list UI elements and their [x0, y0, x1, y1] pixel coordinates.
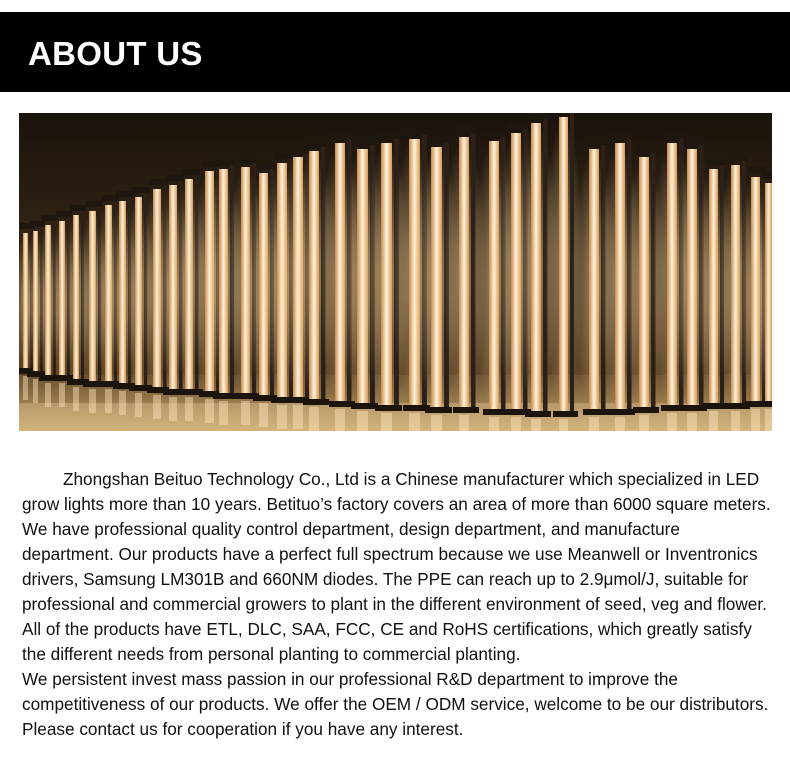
floor-reflection — [687, 413, 697, 431]
led-light-bar — [459, 137, 469, 407]
floor-reflection — [277, 405, 287, 429]
fixture-base — [303, 399, 329, 405]
fixture-cap — [486, 131, 506, 137]
floor-reflection — [309, 407, 319, 431]
floor-reflection — [59, 383, 65, 407]
fixture-cap — [290, 147, 310, 153]
fixture-cap — [116, 191, 133, 197]
floor-reflection — [185, 397, 193, 421]
fixture-cap — [42, 215, 58, 221]
fixture-cap — [238, 157, 257, 163]
floor-reflection — [667, 413, 677, 431]
fixture-cap — [378, 133, 399, 139]
fixture-cap — [586, 139, 606, 145]
floor-reflection — [23, 376, 28, 400]
grow-lights-image — [19, 113, 772, 431]
about-content — [22, 467, 774, 742]
fixture-cap — [132, 187, 149, 193]
fixture-base — [213, 393, 238, 399]
fixture-cap — [216, 159, 235, 165]
floor-reflection — [751, 409, 760, 431]
floor-reflection — [33, 379, 38, 403]
fixture-cap — [256, 163, 275, 169]
floor-reflection — [409, 413, 420, 431]
fixture-cap — [274, 153, 294, 159]
fixture-cap — [70, 205, 86, 211]
fixture-base — [453, 407, 479, 413]
fixture-base — [759, 401, 772, 407]
floor-reflection — [335, 409, 345, 431]
fixture-base — [351, 403, 378, 409]
led-light-bar — [431, 147, 442, 407]
floor-reflection — [135, 393, 142, 417]
floor-reflection — [153, 395, 161, 419]
fixture-cap — [762, 173, 772, 179]
fixture-cap — [684, 139, 704, 145]
floor-reflection — [489, 417, 499, 431]
fixture-base — [583, 409, 609, 415]
fixture-cap — [664, 133, 684, 139]
floor-reflection — [169, 397, 177, 421]
fixture-cap — [166, 175, 184, 181]
fixture-cap — [528, 113, 548, 119]
fixture-base — [425, 407, 452, 413]
floor-reflection — [119, 391, 126, 415]
intro-paragraph: Zhongshan Beituo Technology Co., Ltd is a Chinese manufacturer which specialized in LED grow lights more than 10 years. Betituo’s factory covers an area of more than 6000 square meters. We have professional quality control department, design department, and manufacture department. Our products have a perfect full spectrum because we use Meanwell or Inventronics drivers, Samsung LM301B and 660NM diodes. The PPE can reach up to 2.9μmol/J, suitable for professional and commercial growers to plant in the different environment of seed, veg and flower. All of the products have ETL, DLC, SAA, FCC, CE and RoHS certifications, which greatly satisfy the different needs from personal planting to commercial planting. — [22, 469, 771, 664]
floor-reflection — [511, 417, 521, 431]
fixture-cap — [30, 221, 45, 227]
floor-reflection — [459, 415, 469, 431]
fixture-cap — [728, 155, 747, 161]
fixture-base — [633, 407, 659, 413]
fixture-cap — [508, 123, 528, 129]
fixture-cap — [636, 147, 656, 153]
fixture-base — [375, 405, 402, 411]
header-banner — [0, 12, 790, 92]
fixture-base — [609, 409, 635, 415]
fixture-cap — [456, 127, 476, 133]
fixture-cap — [56, 211, 72, 217]
fixture-cap — [354, 139, 375, 145]
fixture-cap — [182, 169, 200, 175]
led-light-bar — [639, 157, 649, 407]
fixture-base — [525, 411, 551, 417]
fixture-cap — [406, 129, 427, 135]
floor-reflection — [589, 417, 599, 431]
factory-photo — [19, 113, 772, 431]
floor-reflection — [357, 411, 368, 431]
led-light-bar — [559, 117, 568, 411]
fixture-cap — [86, 201, 103, 207]
service-paragraph: We persistent invest mass passion in our professional R&D department to improve the competitiveness of our products. We offer the OEM / ODM service, welcome to be our distributors. Please contact us for cooperation if you have any interest. — [22, 669, 769, 739]
floor-reflection — [259, 403, 268, 427]
led-light-bar — [309, 151, 319, 399]
fixture-cap — [332, 133, 352, 139]
fixture-cap — [612, 133, 632, 139]
floor-reflection — [709, 411, 718, 431]
floor-reflection — [105, 389, 112, 413]
fixture-cap — [428, 137, 449, 143]
floor-reflection — [241, 401, 250, 425]
floor-reflection — [639, 415, 649, 431]
page-title: ABOUT US — [28, 35, 203, 72]
floor-reflection — [45, 383, 51, 407]
led-light-bar — [531, 123, 541, 411]
floor-reflection — [381, 413, 392, 431]
led-light-bar — [589, 149, 599, 409]
fixture-cap — [706, 159, 725, 165]
fixture-cap — [748, 167, 767, 173]
floor-reflection — [615, 417, 625, 431]
fixture-base — [553, 411, 578, 417]
fixture-base — [703, 403, 728, 409]
floor-reflection — [293, 405, 303, 429]
floor-reflection — [559, 419, 568, 431]
floor-reflection — [205, 399, 214, 423]
fixture-cap — [150, 179, 168, 185]
floor-reflection — [431, 415, 442, 431]
floor-reflection — [89, 389, 96, 413]
floor-reflection — [731, 411, 740, 431]
floor-reflection — [73, 387, 79, 411]
led-light-bar — [765, 183, 772, 401]
floor-reflection — [531, 419, 541, 431]
fixture-cap — [306, 141, 326, 147]
floor-reflection — [219, 401, 228, 425]
floor-reflection — [765, 409, 772, 431]
